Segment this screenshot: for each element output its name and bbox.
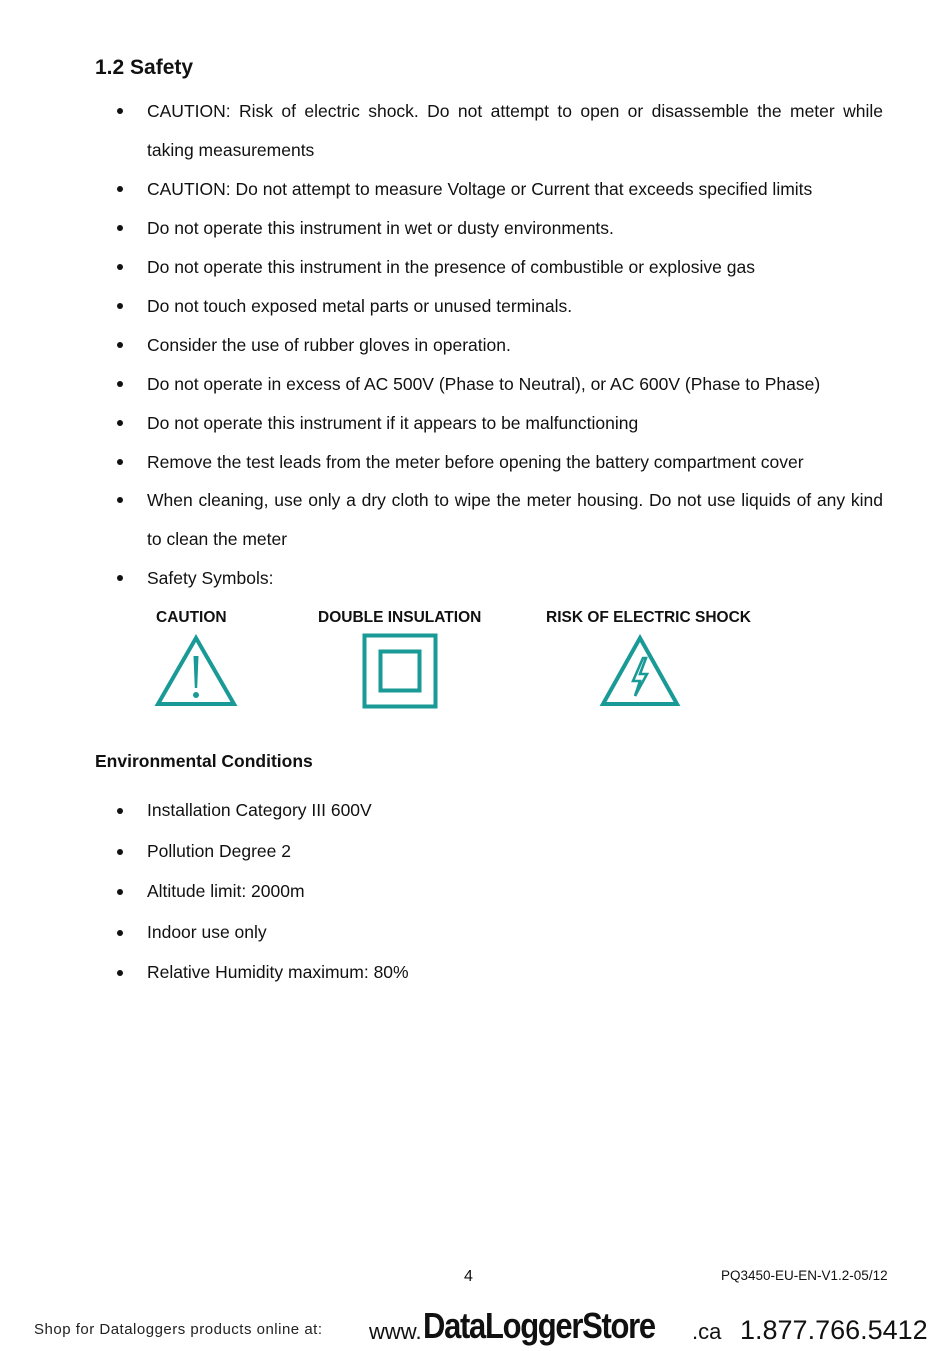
bullet-icon [117,889,123,895]
environment-heading: Environmental Conditions [95,751,313,771]
safety-item-text: When cleaning, use only a dry cloth to wipe the meter housing. Do not use liquids of any kind to clean the meter [147,490,883,549]
safety-item-text: Do not operate this instrument in the presence of combustible or explosive gas [147,257,755,277]
safety-item-text: Remove the test leads from the meter before opening the battery compartment cover [147,452,804,472]
safety-item-text: Do not operate in excess of AC 500V (Phase to Neutral), or AC 600V (Phase to Phase) [147,374,821,394]
symbol-label-caution: CAUTION [156,609,227,626]
double-insulation-icon [362,633,438,709]
safety-item-text: CAUTION: Risk of electric shock. Do not attempt to open or disassemble the meter while taking measurements [147,101,883,160]
bullet-icon [117,420,123,426]
section-title: 1.2 Safety [95,56,194,79]
bullet-icon [117,849,123,855]
bullet-icon [117,459,123,465]
safety-item-text: Do not touch exposed metal parts or unused terminals. [147,296,573,316]
bullet-icon [117,342,123,348]
bullet-icon [117,186,123,192]
bullet-icon [117,303,123,309]
bullet-icon [117,970,123,976]
bullet-icon [117,225,123,231]
environment-item-text: Installation Category III 600V [147,800,372,820]
document-code: PQ3450-EU-EN-V1.2-05/12 [721,1268,888,1283]
bullet-icon [117,108,123,114]
environment-item-text: Altitude limit: 2000m [147,881,305,901]
banner-brand-logo[interactable]: DataLoggerStore [423,1305,655,1346]
bullet-icon [117,930,123,936]
caution-triangle-icon [154,634,238,708]
bullet-icon [117,497,123,503]
environment-item-text: Indoor use only [147,922,267,942]
safety-item-text: Do not operate this instrument if it appears to be malfunctioning [147,413,639,433]
safety-item-text: CAUTION: Do not attempt to measure Voltage or Current that exceeds specified limits [147,179,813,199]
safety-item-text: Do not operate this instrument in wet or dusty environments. [147,218,614,238]
page-number: 4 [464,1268,473,1285]
bullet-icon [117,381,123,387]
safety-item-text: Consider the use of rubber gloves in operation. [147,335,511,355]
bullet-icon [117,575,123,581]
symbol-label-electric-shock: RISK OF ELECTRIC SHOCK [546,609,751,626]
banner-phone: 1.877.766.5412 [740,1315,928,1345]
electric-shock-icon [599,634,681,708]
banner-shop-text: Shop for Dataloggers products online at: [34,1321,323,1338]
environment-item-text: Relative Humidity maximum: 80% [147,962,409,982]
store-banner [0,1305,950,1351]
banner-www[interactable]: www. [369,1319,422,1344]
banner-tld[interactable]: .ca [692,1319,722,1344]
environment-item-text: Pollution Degree 2 [147,841,291,861]
safety-item-text: Safety Symbols: [147,568,274,588]
bullet-icon [117,264,123,270]
symbol-label-double-insulation: DOUBLE INSULATION [318,609,482,626]
bullet-icon [117,808,123,814]
